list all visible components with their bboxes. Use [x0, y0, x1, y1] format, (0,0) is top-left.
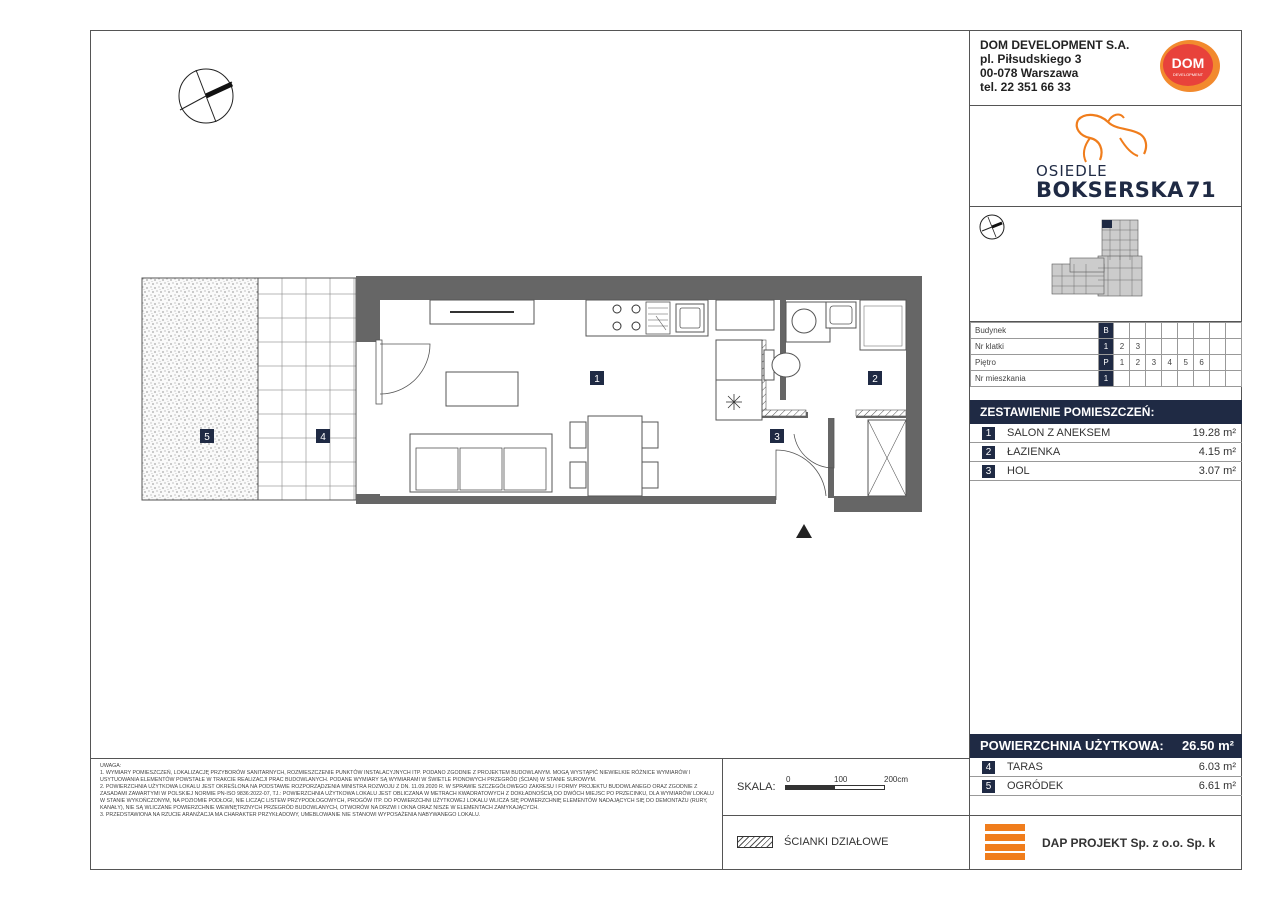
mieszkanie-value: 1 — [1098, 371, 1114, 387]
apartment-info-table — [970, 322, 1242, 387]
chair — [642, 462, 658, 488]
row-pietro — [971, 355, 1242, 371]
company-name: DOM DEVELOPMENT S.A. — [980, 38, 1130, 52]
svg-text:2: 2 — [872, 374, 878, 385]
extra-name: TARAS — [1007, 761, 1043, 773]
company-info — [980, 38, 1129, 94]
window-sill — [716, 300, 774, 330]
compass-small-icon — [978, 213, 1006, 241]
row-budynek — [971, 323, 1242, 339]
compass-icon — [179, 69, 233, 123]
room-tag-taras — [316, 429, 330, 443]
partition-wall-label: ŚCIANKI DZIAŁOWE — [784, 836, 889, 848]
row-klatka — [971, 339, 1242, 355]
svg-text:4: 4 — [320, 432, 326, 443]
note-3: 3. PRZEDSTAWIONA NA RZUCIE ARANŻACJA MA CHARAKTER PRZYKŁADOWY, UMEBLOWANIE NIE STANOWI WYPOSAŻENIA NABYWANEGO LOKALU. — [100, 812, 481, 818]
drying-rack — [646, 302, 670, 334]
chair — [642, 422, 658, 448]
entrance-arrow-icon — [796, 524, 812, 538]
extra-area: 6.61 m² — [1198, 780, 1236, 792]
usable-area-label: POWIERZCHNIA UŻYTKOWA: — [980, 738, 1164, 753]
room-row — [970, 462, 1242, 481]
partition-wall-hatch — [737, 836, 773, 848]
pietro-1: 1 — [1114, 355, 1130, 371]
brand-line2 — [1036, 178, 1216, 202]
rooms-heading: ZESTAWIENIE POMIESZCZEŃ: — [970, 400, 1242, 424]
garden-area — [142, 278, 258, 500]
room-tag-hol — [770, 429, 784, 443]
room-area: 3.07 m² — [1198, 465, 1236, 477]
brand-number: 71 — [1185, 178, 1217, 202]
extra-area: 6.03 m² — [1198, 761, 1236, 773]
shower — [860, 300, 906, 350]
washing-machine — [786, 302, 830, 342]
room-number: 3 — [982, 465, 995, 478]
svg-text:3: 3 — [774, 432, 780, 443]
extra-row — [970, 777, 1242, 796]
terrace-area — [258, 278, 356, 500]
floor-plan — [90, 30, 970, 758]
dining-table — [588, 416, 642, 496]
note-1: 1. WYMIARY POMIESZCZEŃ, LOKALIZACJĘ PRZYBORÓW SANITARNYCH, ROZMIESZCZENIE PUNKTÓW INSTALACYJNYCH ITP. PODANO ZGODNIE Z PROJEKTEM BUDOWLANYM. MOGĄ WYSTĄPIĆ NIEWIELKIE RÓŻNICE WYMIARÓW I USYTUOWANIA ELEMENTÓW POWSTAŁE W TRAKCIE REALIZACJI PRAC BUDOWLANYCH. PODANE WYMIARY SĄ WYMIARAMI W ŚWIETLE PIONOWYCH PRZEGRÓD (ŚCIAN) W STANIE SUROWYM. — [100, 770, 691, 783]
divider-scale-legend — [722, 815, 970, 816]
notes-block — [100, 763, 718, 819]
usable-area-bar — [970, 734, 1242, 758]
room-tag-lazienka — [868, 371, 882, 385]
scale-bar — [785, 785, 885, 790]
klatka-label: Nr klatki — [971, 339, 1099, 355]
scale-tick-200: 200cm — [884, 775, 909, 784]
room-area: 19.28 m² — [1192, 427, 1236, 439]
chair — [570, 462, 586, 488]
divider-notes-scale — [722, 758, 723, 870]
horse-icon — [1060, 110, 1155, 168]
notes-title: UWAGA: — [100, 763, 122, 769]
klatka-1: 1 — [1098, 339, 1114, 355]
pietro-2: 2 — [1130, 355, 1146, 371]
klatka-2: 2 — [1114, 339, 1130, 355]
scale-tick-0: 0 — [786, 775, 791, 784]
row-mieszkanie — [971, 371, 1242, 387]
room-number: 2 — [982, 446, 995, 459]
svg-text:1: 1 — [594, 374, 600, 385]
pietro-3: 3 — [1146, 355, 1162, 371]
room-number: 1 — [982, 427, 995, 440]
usable-area-value: 26.50 m² — [1181, 738, 1234, 753]
divider-footer — [969, 815, 1242, 816]
room-name: HOL — [1007, 465, 1030, 477]
company-address: pl. Piłsudskiego 3 — [980, 52, 1082, 66]
klatka-3: 3 — [1130, 339, 1146, 355]
logo-sub-text: DEVELOPMENT — [1172, 72, 1204, 77]
pietro-P: P — [1098, 355, 1114, 371]
svg-text:5: 5 — [204, 432, 210, 443]
dap-company: DAP PROJEKT Sp. z o.o. Sp. k — [1042, 836, 1216, 850]
vent-icon — [726, 394, 742, 410]
pietro-6: 6 — [1194, 355, 1210, 371]
room-name: SALON Z ANEKSEM — [1007, 427, 1111, 439]
room-tag-salon — [590, 371, 604, 385]
budynek-value: B — [1098, 323, 1114, 339]
coffee-table — [446, 372, 518, 406]
dap-logo — [985, 824, 1025, 860]
extra-name: OGRÓDEK — [1007, 780, 1064, 792]
chair — [570, 422, 586, 448]
company-phone: tel. 22 351 66 33 — [980, 80, 1071, 94]
mieszkanie-label: Nr mieszkania — [971, 371, 1099, 387]
divider-company — [969, 105, 1242, 106]
scale-tick-100: 100 — [834, 775, 848, 784]
key-plan-map — [1050, 214, 1150, 304]
pietro-5: 5 — [1178, 355, 1194, 371]
budynek-label: Budynek — [971, 323, 1099, 339]
room-row — [970, 424, 1242, 443]
pietro-label: Piętro — [971, 355, 1099, 371]
extra-row — [970, 758, 1242, 777]
room-row — [970, 443, 1242, 462]
scale-label: SKALA: — [737, 781, 776, 793]
company-city: 00-078 Warszawa — [980, 66, 1079, 80]
pietro-4: 4 — [1162, 355, 1178, 371]
note-2: 2. POWIERZCHNIA UŻYTKOWA LOKALU JEST OKREŚLONA NA PODSTAWIE ROZPORZĄDZENIA MINISTRA ROZWOJU Z DN. 11.09.2020 R. W SPRAWIE SZCZEGÓŁOWEGO ZAKRESU I FORMY PROJEKTU BUDOWLANEGO ORAZ ZGODNIE Z ZASADAMI ZAWARTYMI W POLSKIEJ NORMIE PN-ISO 9836:2022-07, TJ.: POWIERZCHNIA UŻYTKOWA LOKALU JEST OBLICZANA W METRACH KWADRATOWYCH Z DOKŁADNOŚCIĄ DO DWÓCH MIEJSC PO PRZECINKU, DLA WYMIARÓW LOKALU W STANIE WYKOŃCZONYM, NA POZIOMIE PODŁOGI, NIE LICZĄC LISTEW PRZYPODŁOGOWYCH, PROGÓW ITP. DO POWIERZCHNI UŻYTKOWEJ LOKALU WLICZA SIĘ POWIERZCHNIĘ ELEMENTÓW NADAJĄCYCH SIĘ DO DEMONTAŻU (RURY, KANAŁY), NIE SĄ WLICZANE POWIERZCHNIE WEWNĘTRZNYCH PRZEGRÓD BUDOWLANYCH, OTWORÓW NA DRZWI I OKNA ORAZ NISZE W ELEMENTACH ZAMYKAJĄCYCH. — [100, 784, 714, 811]
brand-line1: OSIEDLE — [1036, 162, 1108, 180]
sofa — [410, 434, 552, 492]
room-tag-ogrodek — [200, 429, 214, 443]
room-area: 4.15 m² — [1198, 446, 1236, 458]
room-name: ŁAZIENKA — [1007, 446, 1061, 458]
brand-name: BOKSERSKA — [1036, 178, 1184, 202]
balcony-door-frame — [376, 340, 382, 404]
dom-development-logo — [1158, 38, 1222, 94]
divider-brand — [969, 206, 1242, 207]
divider-notes — [90, 758, 970, 759]
logo-main-text: DOM — [1171, 55, 1205, 71]
extra-number: 5 — [982, 780, 995, 793]
extra-number: 4 — [982, 761, 995, 774]
